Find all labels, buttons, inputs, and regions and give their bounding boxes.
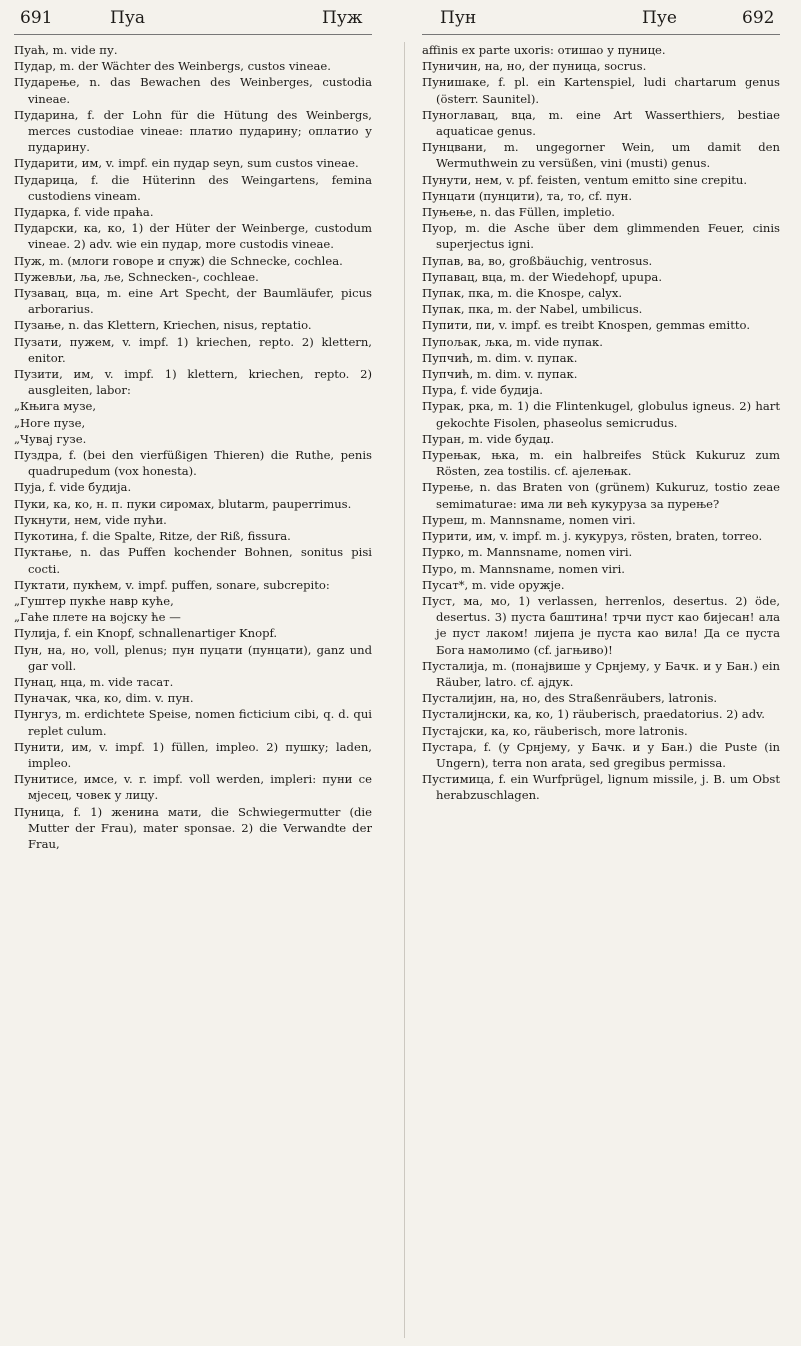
dictionary-entry: Пунути, нем, v. pf. feisten, ventum emitto sine crepitu. bbox=[422, 172, 748, 187]
dictionary-entry: Пура, f. vide будија. bbox=[422, 383, 543, 398]
dictionary-entry: Пуж, m. (млоги говоре и спуж) die Schnecke, cochlea. bbox=[14, 253, 343, 268]
page-number-left: 691 bbox=[20, 8, 53, 28]
dictionary-entry: Пупавац, вца, m. der Wiedehopf, upupa. bbox=[422, 269, 663, 284]
dictionary-entry: Пударити, им, v. impf. ein пудар seyn, sum custos vineae. bbox=[14, 156, 359, 171]
dictionary-entry: Пусат*, m. vide оружје. bbox=[422, 577, 565, 592]
dictionary-entry: Пуки, ка, ко, н. п. пуки сиромах, blutarm, pauperrimus. bbox=[14, 496, 352, 511]
dictionary-entry: Пустајски, ка, ко, räuberisch, more latronis. bbox=[422, 723, 688, 738]
dictionary-entry: Пударка, f. vide праћа. bbox=[14, 205, 154, 220]
header-rule-left bbox=[14, 34, 372, 35]
dictionary-entry: Пустара, f. (у Срнјему, у Бачк. и у Бан.) die Puste (in Ungern), terra non arata, sed gregibus permissa. bbox=[422, 739, 780, 770]
dictionary-entry: Пурак, рка, m. 1) die Flintenkugel, globulus igneus. 2) hart gekochte Fisolen, phaseolus semicrudus. bbox=[422, 399, 780, 430]
dictionary-entry: Пуст, ма, мо, 1) verlassen, herrenlos, desertus. 2) öde, desertus. 3) пуста баштина! трчи пуст као бијесан! ала је пуст лаком! лијепа је пуста као вила! Да се пуста Бога намолимо (cf. јагњиво)! bbox=[422, 593, 780, 657]
dictionary-entry: Пудар, m. der Wächter des Weinbergs, custos vineae. bbox=[14, 59, 331, 74]
dictionary-entry: Пузити, им, v. impf. 1) klettern, kriechen, repto. 2) ausgleiten, labor: bbox=[14, 367, 372, 398]
dictionary-entry: Пуја, f. vide будија. bbox=[14, 480, 132, 495]
dictionary-entry: Пупак, пка, m. der Nabel, umbilicus. bbox=[422, 302, 643, 317]
dictionary-entry: Пусталија, m. (понајвише у Срнјему, у Бачк. и у Бан.) ein Räuber, latro. cf. ајдук. bbox=[422, 658, 780, 689]
dictionary-entry: Пударски, ка, ко, 1) der Hüter der Weinberge, custodum vineae. 2) adv. wie ein пудар, more custodis vineae. bbox=[14, 221, 372, 252]
dictionary-entry: Пупчић, m. dim. v. пупак. bbox=[422, 367, 578, 382]
dictionary-entry: Пурити, им, v. impf. m. ј. кукуруз, rösten, braten, torreo. bbox=[422, 529, 763, 544]
dictionary-entry: Пукотина, f. die Spalte, Ritze, der Riß, fissura. bbox=[14, 529, 291, 544]
dictionary-entry: Пуњење, n. das Füllen, impletio. bbox=[422, 205, 615, 220]
dictionary-entry: Пунац, нца, m. vide тасат. bbox=[14, 674, 174, 689]
dictionary-entry: Пусталијнски, ка, ко, 1) räuberisch, praedatorius. 2) adv. bbox=[422, 707, 765, 722]
dictionary-entry: Пуница, f. 1) женина мати, die Schwiegermutter (die Mutter der Frau), mater sponsae. 2) die Verwandte der Frau, bbox=[14, 804, 372, 851]
column-divider bbox=[404, 42, 405, 1338]
page-number-right: 692 bbox=[742, 8, 775, 28]
guide-word-left-second: Пуж bbox=[322, 8, 363, 28]
dictionary-entry: Пуктање, n. das Puffen kochender Bohnen, sonitus pisi cocti. bbox=[14, 545, 372, 576]
dictionary-entry: „Гуштер пукће навр куће, bbox=[14, 593, 174, 608]
dictionary-entry: affinis ex parte uxoris: отишао у пунице. bbox=[422, 43, 666, 57]
dictionary-entry: Пунишаке, f. pl. ein Kartenspiel, ludi chartarum genus (österr. Saunitel). bbox=[422, 75, 780, 106]
dictionary-entry: Пуро, m. Mannsname, nomen viri. bbox=[422, 561, 625, 576]
dictionary-entry: Пупољак, љка, m. vide пупак. bbox=[422, 334, 603, 349]
dictionary-entry: Пуничин, на, но, der пуница, socrus. bbox=[422, 59, 647, 74]
dictionary-entry: Пударица, f. die Hüterinn des Weingartens, femina custodiens vineam. bbox=[14, 172, 372, 203]
dictionary-entry: „Чувај гузе. bbox=[14, 431, 87, 446]
dictionary-entry: Пупав, ва, во, großbäuchig, ventrosus. bbox=[422, 253, 653, 268]
dictionary-entry: Пуздра, f. (bei den vierfüßigen Thieren) die Ruthe, penis quadrupedum (vox honesta). bbox=[14, 448, 372, 479]
dictionary-entry: Пударење, n. das Bewachen des Weinberges, custodia vineae. bbox=[14, 75, 372, 106]
dictionary-entry: Пустимица, f. ein Wurfprügel, lignum missile, ј. В. um Obst herabzuschlagen. bbox=[422, 772, 780, 803]
guide-word-right-first: Пун bbox=[440, 8, 477, 28]
dictionary-entry: Пударина, f. der Lohn für die Hütung des Weinbergs, merces custodiae vineae: платио пударину; оплатио у пударину. bbox=[14, 107, 372, 155]
dictionary-entry: Пунитисе, имсе, v. r. impf. voll werden, impleri: пуни се мјесец, човек у лицу. bbox=[14, 772, 372, 803]
dictionary-entry: „Књига музе, bbox=[14, 399, 97, 414]
dictionary-entry: Пунцвани, m. ungegorner Wein, um damit den Wermuthwein zu versüßen, vini (musti) genus. bbox=[422, 140, 780, 171]
guide-word-right-second: Пуе bbox=[642, 8, 677, 28]
dictionary-entry: Пузање, n. das Klettern, Kriechen, nisus, reptatio. bbox=[14, 318, 312, 333]
left-column bbox=[14, 42, 372, 1338]
dictionary-entry: Пуаћ, m. vide пу. bbox=[14, 43, 118, 57]
guide-word-left-first: Пуа bbox=[110, 8, 145, 28]
dictionary-entry: Пуор, m. die Asche über dem glimmenden Feuer, cinis superjectus igni. bbox=[422, 221, 780, 252]
dictionary-entry: Пурко, m. Mannsname, nomen viri. bbox=[422, 545, 633, 560]
dictionary-entry: Пуран, m. vide будаџ. bbox=[422, 431, 555, 446]
right-column bbox=[422, 42, 780, 1338]
header-rule-right bbox=[422, 34, 780, 35]
dictionary-entry: Пуноглавац, вца, m. eine Art Wasserthiers, bestiae aquaticae genus. bbox=[422, 107, 780, 139]
dictionary-entry: „Ноге пузе, bbox=[14, 415, 86, 430]
dictionary-entry: Пуреш, m. Mannsname, nomen viri. bbox=[422, 512, 636, 527]
dictionary-entry: Пукнути, нем, vide пући. bbox=[14, 512, 167, 527]
dictionary-entry: Пунцати (пунцити), та, то, cf. пун. bbox=[422, 188, 633, 203]
dictionary-entry: Пусталијин, на, но, des Straßenräubers, latronis. bbox=[422, 691, 718, 706]
dictionary-entry: Пупчић, m. dim. v. пупак. bbox=[422, 350, 578, 365]
dictionary-entry: Пуначак, чка, ко, dim. v. пун. bbox=[14, 691, 194, 706]
dictionary-entry: „Гаће плете на војску ће — bbox=[14, 610, 181, 625]
dictionary-entry: Пунити, им, v. impf. 1) füllen, impleo. 2) пушку; laden, impleo. bbox=[14, 739, 372, 770]
dictionary-entry: Пупити, пи, v. impf. es treibt Knospen, gemmas emitto. bbox=[422, 318, 751, 333]
page-header bbox=[20, 8, 781, 34]
dictionary-entry: Пуктати, пукћем, v. impf. puffen, sonare, subcrepito: bbox=[14, 577, 330, 592]
dictionary-entry: Пунгуз, m. erdichtete Speise, nomen ficticium cibi, q. d. qui replet culum. bbox=[14, 707, 372, 738]
dictionary-entry: Пулија, f. ein Knopf, schnallenartiger Knopf. bbox=[14, 626, 278, 641]
dictionary-entry: Пурење, n. das Braten von (grünem) Kukuruz, tostio zeae semimaturae: има ли већ кукуруза за пурење? bbox=[422, 480, 780, 511]
dictionary-entry: Пузавац, вца, m. eine Art Specht, der Baumläufer, picus arborarius. bbox=[14, 286, 372, 317]
dictionary-entry: Пун, на, но, voll, plenus; пун пуцати (пунцати), ganz und gar voll. bbox=[14, 642, 372, 673]
dictionary-entry: Пупак, пка, m. die Knospe, calyx. bbox=[422, 286, 623, 301]
dictionary-entry: Пужевљи, ља, ље, Schnecken-, cochleae. bbox=[14, 269, 259, 284]
dictionary-entry: Пурењак, њка, m. ein halbreifes Stück Kukuruz zum Rösten, zea tostilis. cf. ајелењак. bbox=[422, 448, 780, 479]
dictionary-entry: Пузати, пужем, v. impf. 1) kriechen, repto. 2) klettern, enitor. bbox=[14, 334, 372, 365]
